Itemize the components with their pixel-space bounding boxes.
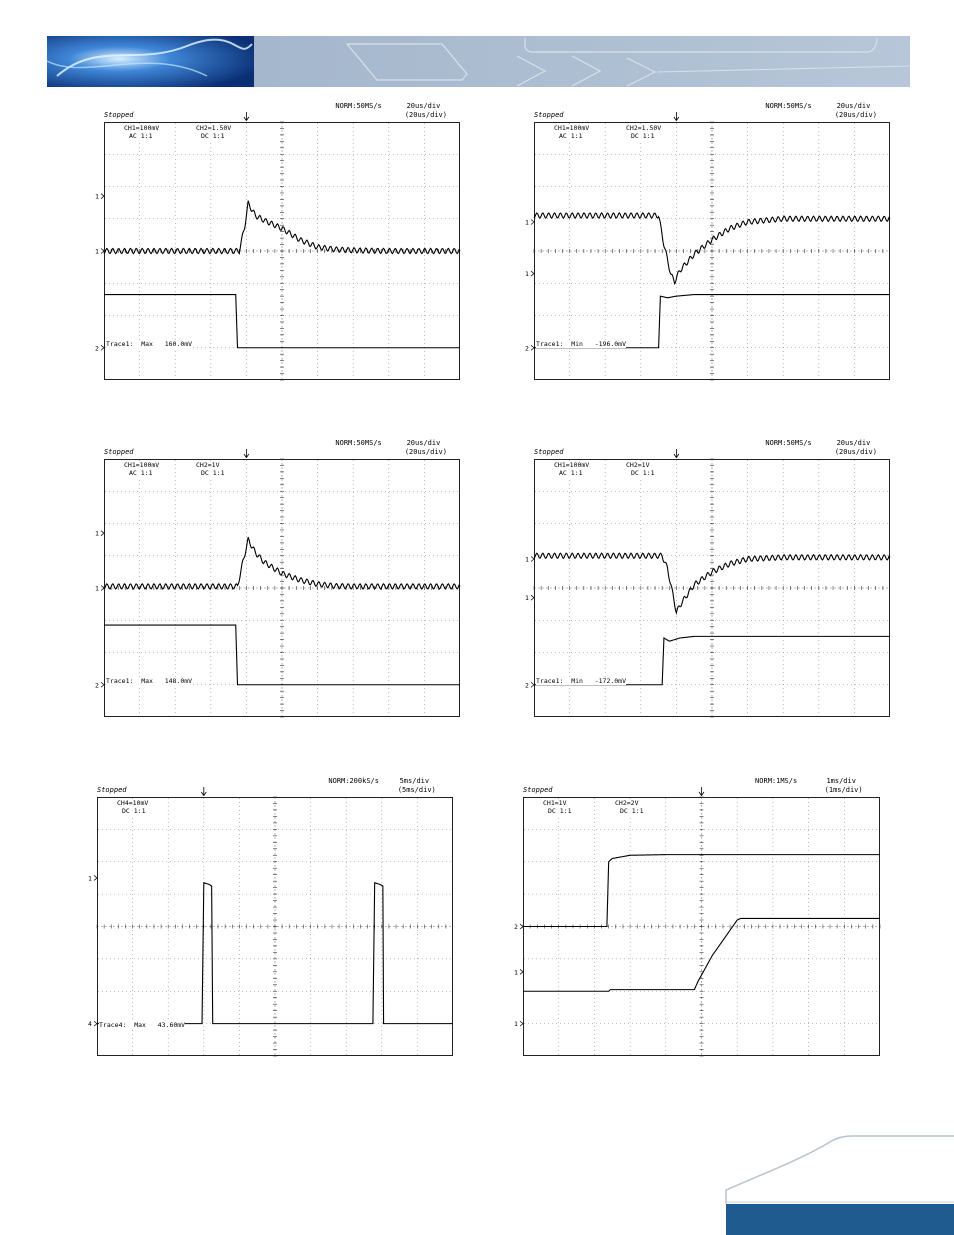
channel-settings	[615, 799, 643, 815]
channel-marker-label: 1	[514, 968, 518, 977]
channel-marker-label: 1	[525, 555, 529, 564]
channel-scale: CH1=100mV	[554, 461, 590, 469]
measurement-label: Trace1: Min	[536, 677, 595, 685]
channel-marker-label: 1	[95, 247, 99, 256]
trigger-marker	[244, 449, 249, 458]
channel-scale: CH2=1.50V	[626, 124, 662, 132]
measurement-value: -196.0mV	[594, 340, 627, 348]
status-label: Stopped	[534, 111, 564, 119]
channel-coupling: AC 1:1	[559, 132, 583, 140]
measurement-readout	[536, 677, 626, 685]
scope-plot-5	[88, 777, 453, 1056]
channel-marker-label: 1	[95, 192, 99, 201]
acquisition-mode: NORM:200kS/s	[328, 777, 379, 785]
channel-marker-label: 1	[95, 584, 99, 593]
channel-marker	[95, 585, 104, 593]
scope-plot-2	[525, 102, 890, 380]
channel-settings	[196, 461, 224, 477]
channel-coupling: AC 1:1	[559, 469, 583, 477]
channel-settings	[124, 461, 159, 477]
measurement-label: Trace1: Min	[536, 340, 595, 348]
scope-plot-6	[514, 777, 880, 1056]
status-label: Stopped	[97, 786, 127, 794]
channel-marker	[88, 1020, 97, 1028]
channel-scale: CH2=1V	[196, 461, 220, 469]
channel-marker	[514, 968, 523, 976]
measurement-value: 160.0mV	[164, 340, 193, 348]
channel-marker	[525, 270, 534, 278]
channel-scale: CH2=1.50V	[196, 124, 232, 132]
trigger-marker	[201, 787, 206, 796]
scope-plot-1	[95, 102, 460, 380]
timebase-label: 20us/div	[836, 439, 871, 447]
channel-marker	[525, 681, 534, 689]
channel-coupling: DC 1:1	[631, 132, 655, 140]
channel-scale: CH1=100mV	[124, 124, 160, 132]
trigger-marker	[674, 449, 679, 458]
timebase-secondary: (20us/div)	[834, 111, 877, 119]
status-label: Stopped	[523, 786, 553, 794]
scope-screen	[514, 797, 880, 1056]
footer-corner-graphic	[720, 1130, 954, 1235]
acquisition-mode: NORM:1MS/s	[755, 777, 798, 785]
channel-coupling: DC 1:1	[122, 807, 146, 815]
channel-settings	[196, 124, 231, 140]
channel-settings	[543, 799, 571, 815]
channel-scale: CH1=100mV	[554, 124, 590, 132]
channel-marker	[525, 594, 534, 602]
timebase-label: 20us/div	[406, 102, 441, 110]
channel-marker	[514, 923, 523, 931]
channel-scale: CH1=1V	[543, 799, 567, 807]
measurement-label: Trace1: Max	[106, 677, 165, 685]
measurement-readout	[106, 340, 192, 348]
channel-settings	[124, 124, 159, 140]
channel-settings	[117, 799, 148, 815]
channel-marker	[525, 344, 534, 352]
channel-marker-label: 2	[525, 344, 529, 353]
status-label: Stopped	[534, 448, 564, 456]
channel-marker-label: 1	[525, 594, 529, 603]
channel-scale: CH2=2V	[615, 799, 639, 807]
measurement-label: Trace4: Max	[99, 1021, 158, 1029]
scope-plot-3	[95, 439, 460, 717]
timebase-label: 1ms/div	[826, 777, 856, 785]
timebase-label: 5ms/div	[399, 777, 430, 785]
timebase-secondary: (20us/div)	[834, 448, 877, 456]
channel-coupling: DC 1:1	[620, 807, 644, 815]
channel-marker-label: 4	[88, 1020, 92, 1029]
acquisition-mode: NORM:50MS/s	[335, 102, 382, 110]
measurement-value: 43.60mV	[157, 1021, 186, 1029]
timebase-label: 20us/div	[836, 102, 871, 110]
channel-coupling: AC 1:1	[129, 469, 153, 477]
channel-coupling: AC 1:1	[129, 132, 153, 140]
acquisition-mode: NORM:50MS/s	[765, 439, 812, 447]
channel-marker	[514, 1020, 523, 1028]
measurement-readout	[99, 1021, 185, 1029]
trigger-marker	[244, 112, 249, 121]
channel-marker	[525, 555, 534, 563]
acquisition-mode: NORM:50MS/s	[765, 102, 812, 110]
channel-scale: CH2=1V	[626, 461, 650, 469]
channel-marker-label: 1	[525, 218, 529, 227]
channel-marker	[525, 218, 534, 226]
channel-marker	[95, 681, 104, 689]
channel-settings	[626, 124, 661, 140]
scope-plot-4	[525, 439, 890, 717]
channel-marker	[95, 344, 104, 352]
channel-marker-label: 2	[95, 344, 99, 353]
scope-screen	[88, 797, 453, 1056]
timebase-secondary: (20us/div)	[404, 448, 447, 456]
channel-marker-label: 2	[514, 923, 518, 931]
channel-coupling: DC 1:1	[201, 469, 225, 477]
channel-settings	[554, 461, 589, 477]
measurement-readout	[106, 677, 192, 685]
channel-marker	[88, 874, 97, 882]
status-label: Stopped	[104, 448, 134, 456]
measurement-value: 148.0mV	[164, 677, 193, 685]
channel-settings	[626, 461, 654, 477]
channel-scale: CH1=100mV	[124, 461, 160, 469]
trigger-marker	[699, 787, 704, 796]
channel-scale: CH4=10mV	[117, 799, 149, 807]
channel-marker	[95, 530, 104, 538]
channel-coupling: DC 1:1	[631, 469, 655, 477]
channel-marker-label: 1	[88, 874, 92, 883]
acquisition-mode: NORM:50MS/s	[335, 439, 382, 447]
channel-marker	[95, 193, 104, 201]
timebase-secondary: (1ms/div)	[824, 786, 863, 794]
channel-marker	[95, 248, 104, 256]
measurement-readout	[536, 340, 626, 348]
channel-marker-label: 1	[525, 270, 529, 279]
timebase-label: 20us/div	[406, 439, 441, 447]
channel-coupling: DC 1:1	[201, 132, 225, 140]
channel-coupling: DC 1:1	[548, 807, 572, 815]
measurement-value: -172.0mV	[594, 677, 627, 685]
channel-marker-label: 2	[95, 681, 99, 690]
timebase-secondary: (5ms/div)	[397, 786, 436, 794]
trigger-marker	[674, 112, 679, 121]
channel-marker-label: 1	[514, 1020, 518, 1029]
channel-marker-label: 2	[525, 681, 529, 690]
header-banner	[47, 36, 910, 87]
channel-settings	[554, 124, 589, 140]
timebase-secondary: (20us/div)	[404, 111, 447, 119]
measurement-label: Trace1: Max	[106, 340, 165, 348]
channel-marker-label: 1	[95, 529, 99, 538]
status-label: Stopped	[104, 111, 134, 119]
